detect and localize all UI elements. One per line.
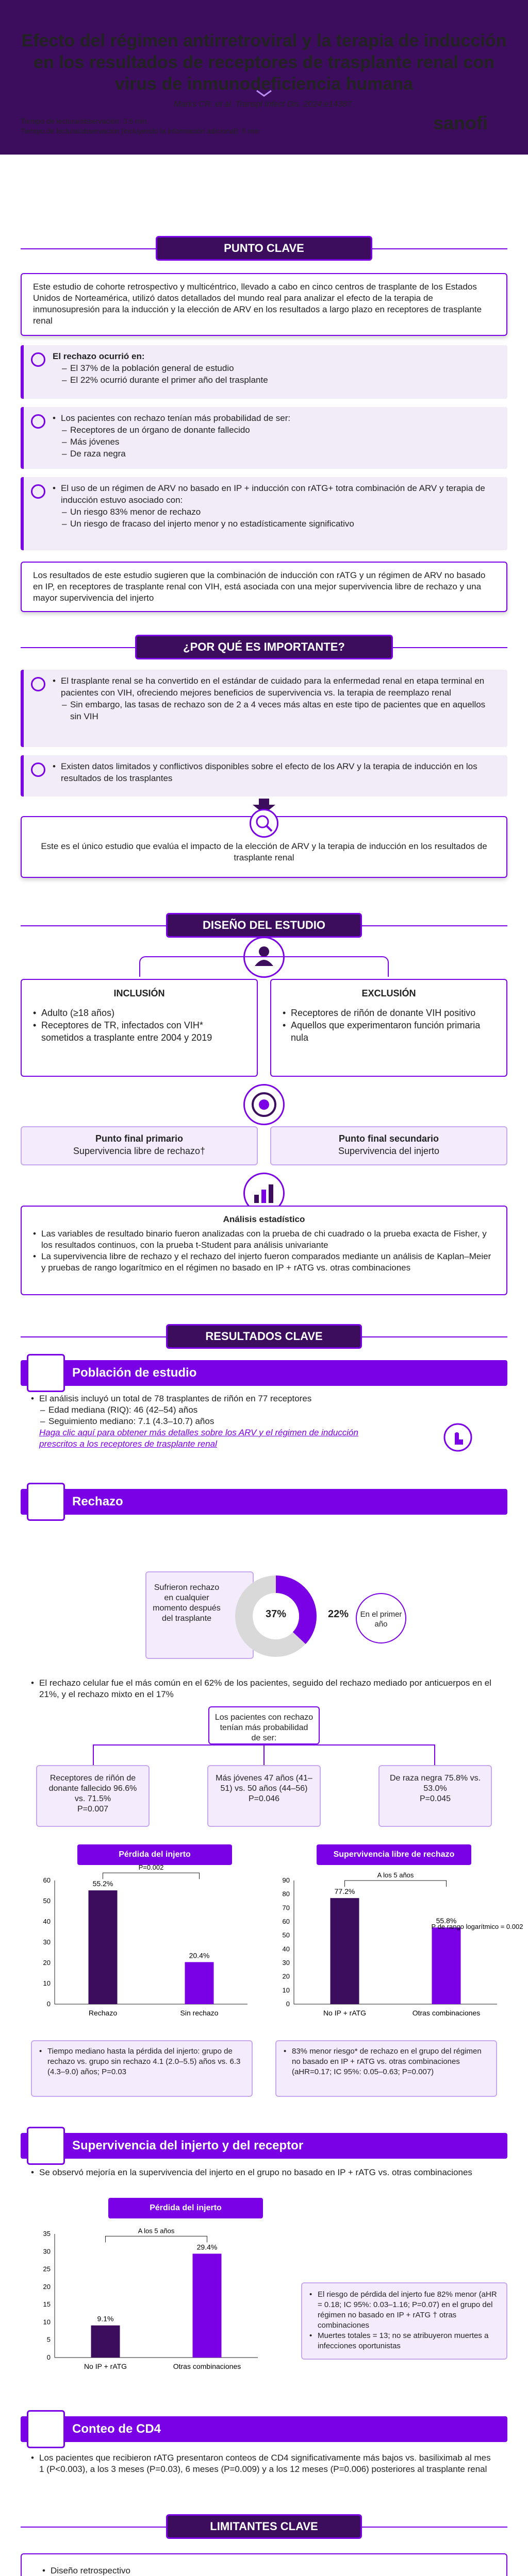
cd4-text	[31, 2452, 497, 2475]
secondary-endpoint-title: Punto final secundario	[338, 1133, 439, 1144]
list-item: • La supervivencia libre de rechazo y el rechazo del injerto fueron comparados mediante un análisis de Kaplan–Meier y pruebas de rango logarítmico en el régimen no basado en IP + rATG vs. otras combinaciones	[33, 1251, 495, 1274]
list-item: – El 22% ocurrió durante el primer año del trasplante	[53, 374, 496, 386]
y-tick-label: 10	[43, 2318, 51, 2326]
y-tick-label: 15	[43, 2300, 51, 2309]
bar	[185, 1962, 214, 2004]
target-icon	[243, 1084, 285, 1125]
sir-list	[31, 2167, 497, 2178]
chart1-title: Pérdida del injerto	[77, 1844, 232, 1865]
list-item: • El trasplante renal se ha convertido en el estándar de cuidado para la enfermedad renal en etapa terminal en pacientes con VIH, ofreciendo mejores beneficios de supervivencia vs. la terapia de reemplazo renal	[53, 675, 496, 699]
sir-bullets-box	[301, 2282, 507, 2360]
stats-box	[21, 1206, 507, 1295]
primary-endpoint-text: Supervivencia libre de rechazo†	[73, 1146, 206, 1156]
rechazo-header	[21, 1489, 507, 1515]
list-item: • El uso de un régimen de ARV no basado en IP + inducción con rATG+ totra combinación de ARV y terapia de inducción estuvo asociado con:	[53, 482, 496, 506]
section-label-por-que: ¿POR QUÉ ES IMPORTANTE?	[135, 635, 393, 659]
y-tick-label: 80	[282, 1890, 290, 1898]
rechazo-list	[31, 1677, 497, 1700]
section-label-resultados: RESULTADOS CLAVE	[166, 1324, 362, 1349]
limitantes-box	[21, 2553, 507, 2576]
sir-header	[21, 2133, 507, 2159]
list-item: – El 37% de la población general de estudio	[53, 362, 496, 374]
sanofi-logo: sanofi	[433, 112, 488, 133]
y-tick-label: 5	[46, 2335, 51, 2344]
callout-list	[53, 675, 496, 699]
primary-endpoint-box	[21, 1126, 258, 1165]
list-item: – Receptores de un órgano de donante fallecido	[53, 424, 496, 436]
chart3-title: Pérdida del injerto	[108, 2198, 263, 2218]
donut-pct-total: 37%	[265, 1608, 287, 1620]
prob-jovenes-text: Más jóvenes 47 años (41–51) vs. 50 años (44–56)	[216, 1774, 312, 1793]
list-item: • Diseño retrospectivo	[42, 2565, 486, 2576]
reading-time-short: Tiempo de lectura/observación: 3.5 min.	[21, 117, 149, 125]
perdida-text-box	[31, 2040, 253, 2097]
list-item: • Las variables de resultado binario fueron analizadas con la prueba de chi cuadrado o la prueba exacta de Fisher, y los resultados continuos, con la prueba t-Student para análisis univariante	[33, 1228, 495, 1251]
y-tick-label: 30	[43, 2247, 51, 2256]
chart-annotation: P=0.002	[138, 1863, 164, 1872]
y-tick-label: 90	[282, 1876, 290, 1884]
list-item: – Edad mediana (RIQ): 46 (42–54) años	[31, 1404, 497, 1416]
x-tick-label: No IP + rATG	[84, 2362, 127, 2370]
citation: Marks CR, et al. Transpl Infect Dis. 2024:e14387.	[174, 100, 354, 109]
primary-endpoint-title: Punto final primario	[95, 1133, 183, 1144]
bar	[89, 1890, 118, 2004]
cd4-header	[21, 2416, 507, 2442]
bar	[331, 1898, 359, 2004]
y-tick-label: 0	[46, 2353, 51, 2361]
callout-probabilidad	[21, 407, 507, 469]
y-tick-label: 50	[282, 1931, 290, 1939]
list-item: • Se observó mejoría en la supervivencia del injerto en el grupo no basado en IP + rATG vs. otras combinaciones	[31, 2167, 497, 2178]
slr-text-box	[275, 2040, 497, 2097]
bar-value-label: 55.2%	[92, 1879, 113, 1888]
y-tick-label: 60	[43, 1876, 51, 1884]
exclusion-title: EXCLUSIÓN	[361, 988, 416, 998]
donut-left-label: Sufrieron rechazo en cualquier momento después del trasplante	[145, 1571, 254, 1659]
callout-title: El rechazo ocurrió en:	[53, 351, 145, 361]
arv-details-link[interactable]: Haga clic aquí para obtener más detalles sobre los ARV y el régimen de inducción prescritos a los receptores de trasplante renal	[39, 1428, 358, 1449]
chart-supervivencia-libre	[270, 1870, 523, 2025]
connector	[263, 1744, 265, 1765]
bar-value-label: 77.2%	[334, 1887, 355, 1896]
stats-title: Análisis estadístico	[223, 1214, 305, 1224]
pill-icon	[31, 484, 45, 499]
conclusion-box: Los resultados de este estudio sugieren que la combinación de inducción con rATG y un régimen de ARV no basado en IP, en receptores de trasplante renal con VIH, está asociada con una mejor supervivencia libre de rechazo y una mayor supervivencia del injerto	[21, 562, 507, 612]
y-tick-label: 70	[282, 1904, 290, 1912]
chart-perdida-injerto-regimen	[31, 2224, 268, 2378]
intro-box: Este estudio de cohorte retrospectivo y multicéntrico, llevado a cabo en cinco centros de trasplante de los Estados Unidos de Norteamérica, utilizó datos detallados del mundo real para analizar el efecto de la terapia de inmunosupresión para la inducción y la elección de ARV en los resultados a largo plazo en receptores de trasplante renal	[21, 273, 507, 336]
limitantes-list	[42, 2565, 486, 2576]
x-tick-label: No IP + rATG	[323, 2009, 367, 2017]
list-item: – Un riesgo de fracaso del injerto menor y no estadísticamente significativo	[53, 518, 496, 530]
connector	[139, 956, 389, 977]
people-icon	[31, 414, 45, 429]
x-tick-label: Otras combinaciones	[412, 2009, 481, 2017]
bracket	[345, 1880, 447, 1887]
y-tick-label: 50	[43, 1897, 51, 1905]
chart2-svg	[270, 1870, 523, 2025]
chevron-down-icon	[256, 90, 272, 97]
exclusion-box	[270, 979, 507, 1077]
slr-list	[284, 2046, 489, 2077]
unique-study-box: Este es el único estudio que evalúa el impacto de la elección de ARV y la terapia de inducción en los resultados de trasplante renal	[21, 816, 507, 878]
list-item: • El rechazo celular fue el más común en el 62% de los pacientes, seguido del rechazo mediado por anticuerpos en el 21%, y el rechazo mixto en el 17%	[31, 1677, 497, 1700]
list-item: – Seguimiento mediano: 7.1 (4.3–10.7) años	[31, 1416, 497, 1427]
y-tick-label: 25	[43, 2265, 51, 2273]
y-tick-label: 35	[43, 2230, 51, 2238]
callout-rechazo	[21, 345, 507, 399]
list-item: • El riesgo de pérdida del injerto fue 82% menor (aHR = 0.18; IC 95%: 0.03–1.16; P=0.07) en el grupo del régimen no basado en IP + rATG † otras combinaciones	[309, 2290, 499, 2331]
chart2-title: Supervivencia libre de rechazo	[317, 1844, 471, 1865]
y-tick-label: 30	[282, 1959, 290, 1967]
people-icon	[27, 1354, 65, 1392]
donut-pct-first: 22%	[328, 1608, 349, 1620]
bar-value-label: 55.8%	[436, 1917, 457, 1925]
list-item: – Un riesgo 83% menor de rechazo	[53, 506, 496, 518]
callout-regimen	[21, 477, 507, 550]
poblacion-body	[21, 1393, 507, 1450]
sir-title: Supervivencia del injerto y del receptor	[72, 2139, 304, 2153]
chart-annotation: A los 5 años	[138, 2227, 175, 2235]
list-item: – De raza negra	[53, 448, 496, 460]
inclusion-list	[33, 1007, 245, 1044]
section-label-limitantes: LIMITANTES CLAVE	[166, 2514, 362, 2539]
cell-icon	[27, 2410, 65, 2448]
prob-jovenes-p: P=0.046	[248, 1794, 280, 1803]
poblacion-header	[21, 1360, 507, 1386]
rechazo-text	[31, 1677, 497, 1700]
y-tick-label: 40	[282, 1945, 290, 1953]
prob-raza-text: De raza negra 75.8% vs. 53.0%	[389, 1774, 481, 1793]
y-tick-label: 20	[43, 2282, 51, 2291]
chart-icon	[31, 762, 45, 777]
section-label-diseno: DISEÑO DEL ESTUDIO	[166, 913, 362, 938]
list-item: • Aquellos que experimentaron función primaria nula	[283, 1019, 495, 1044]
y-tick-label: 10	[282, 1986, 290, 1994]
bar-value-label: 20.4%	[189, 1951, 210, 1960]
prob-fallecido	[36, 1765, 150, 1827]
poblacion-list	[31, 1393, 497, 1404]
kidney-icon	[27, 1483, 65, 1521]
rechazo-title: Rechazo	[72, 1495, 123, 1509]
mas-prob-box: Los pacientes con rechazo tenían más probabilidad de ser:	[208, 1706, 320, 1744]
x-tick-label: Otras combinaciones	[173, 2362, 241, 2370]
list-item: • Receptores de TR, infectados con VIH* sometidos a trasplante entre 2004 y 2019	[33, 1019, 245, 1044]
perdida-list	[39, 2046, 244, 2077]
poblacion-title: Población de estudio	[72, 1366, 197, 1380]
y-tick-label: 10	[43, 1979, 51, 1987]
callout-sublist	[53, 506, 496, 530]
poblacion-sublist	[31, 1404, 497, 1427]
exclusion-list	[283, 1007, 495, 1044]
bar	[91, 2326, 120, 2358]
bar	[432, 1927, 461, 2004]
y-tick-label: 0	[46, 2000, 51, 2008]
list-item: • 83% menor riesgo* de rechazo en el grupo del régimen no basado en IP + rATG vs. otras combinaciones (aHR=0.17; IC 95%: 0.05–0.63; P=0.007)	[284, 2046, 489, 2077]
kidney-icon	[31, 677, 45, 691]
section-label-punto-clave: PUNTO CLAVE	[156, 236, 372, 261]
list-item: • Los pacientes que recibieron rATG presentaron conteos de CD4 significativamente más bajos vs. basiliximab al mes 1 (P<0.003), a los 3 meses (P=0.03), 6 meses (P=0.009) y a los 12 meses (P=0.006) posteriores al trasplante renal	[31, 2452, 497, 2475]
list-item: • Los pacientes con rechazo tenían más probabilidad de ser:	[53, 412, 496, 424]
y-tick-label: 60	[282, 1918, 290, 1925]
callout-sublist	[53, 424, 496, 460]
callout-datos	[21, 755, 507, 796]
cd4-title: Conteo de CD4	[72, 2422, 161, 2436]
callout-list	[53, 362, 496, 386]
bar	[193, 2253, 222, 2358]
prob-raza	[378, 1765, 492, 1827]
list-item: • Existen datos limitados y conflictivos disponibles sobre el efecto de los ARV y la terapia de inducción en los resultados de los trasplantes	[53, 760, 496, 784]
hand-click-icon	[442, 1422, 473, 1453]
inclusion-title: INCLUSIÓN	[113, 988, 165, 998]
bracket	[106, 2236, 207, 2242]
x-tick-label: Rechazo	[88, 2009, 118, 2017]
list-item: • El análisis incluyó un total de 78 trasplantes de riñón en 77 receptores	[31, 1393, 497, 1404]
reading-time-full: Tiempo de lectura/observación (incluyendo la información adicional): 5 min	[21, 127, 260, 135]
list-item: – Sin embargo, las tasas de rechazo son de 2 a 4 veces más altas en este tipo de pacientes que en aquellos sin VIH	[53, 699, 496, 722]
prob-jovenes	[207, 1765, 321, 1827]
list-item: • Receptores de riñón de donante VIH positivo	[283, 1007, 495, 1019]
list-item: • Adulto (≥18 años)	[33, 1007, 245, 1019]
bar-value-label: 9.1%	[97, 2314, 114, 2323]
magnifier-icon	[250, 809, 278, 838]
callout-list	[53, 482, 496, 506]
inclusion-box	[21, 979, 258, 1077]
heart-icon	[27, 2127, 65, 2165]
y-tick-label: 20	[282, 1972, 290, 1980]
prob-fallecido-p: P=0.007	[77, 1805, 109, 1814]
y-tick-label: 40	[43, 1918, 51, 1925]
chart-perdida-injerto	[31, 1863, 258, 2025]
reading-time	[21, 116, 259, 136]
chart1-svg	[31, 1863, 258, 2025]
bar-value-label: 29.4%	[196, 2243, 218, 2251]
list-item: • Tiempo mediano hasta la pérdida del injerto: grupo de rechazo vs. grupo sin rechazo 4.1 (2.0–5.5) años vs. 6.3 (4.3–9.0) años; P=0.03	[39, 2046, 244, 2077]
stats-list	[33, 1228, 495, 1274]
list-item: • Muertes totales = 13; no se atribuyeron muertes a infecciones oportunistas	[309, 2331, 499, 2351]
chart-annotation: A los 5 años	[377, 1871, 414, 1879]
secondary-endpoint-box	[270, 1126, 507, 1165]
prob-fallecido-text: Receptores de riñón de donante fallecido 96.6% vs. 71.5%	[48, 1774, 137, 1803]
y-tick-label: 20	[43, 1959, 51, 1967]
list-item: – Más jóvenes	[53, 436, 496, 448]
sir-bullets	[309, 2290, 499, 2351]
page-title: Efecto del régimen antirretroviral y la terapia de inducción en los resultados de receptores de trasplante renal con virus de inmunodeficiencia humana	[21, 31, 507, 94]
x-tick-label: Sin rechazo	[180, 2009, 219, 2017]
secondary-endpoint-text: Supervivencia del injerto	[338, 1146, 440, 1156]
callout-list	[53, 760, 496, 784]
cd4-list	[31, 2452, 497, 2475]
callout-list	[53, 412, 496, 424]
callout-trasplante	[21, 670, 507, 747]
p-value-label: P de rango logarítmico = 0.002	[431, 1923, 523, 1931]
sir-text	[31, 2167, 497, 2178]
y-tick-label: 0	[286, 2000, 290, 2008]
bracket	[103, 1873, 200, 1879]
donut-right-label: En el primer año	[356, 1593, 406, 1643]
prob-raza-p: P=0.045	[419, 1794, 451, 1803]
callout-sublist	[53, 699, 496, 722]
y-tick-label: 30	[43, 1938, 51, 1946]
info-icon	[31, 352, 45, 367]
chart3-svg	[31, 2224, 268, 2378]
